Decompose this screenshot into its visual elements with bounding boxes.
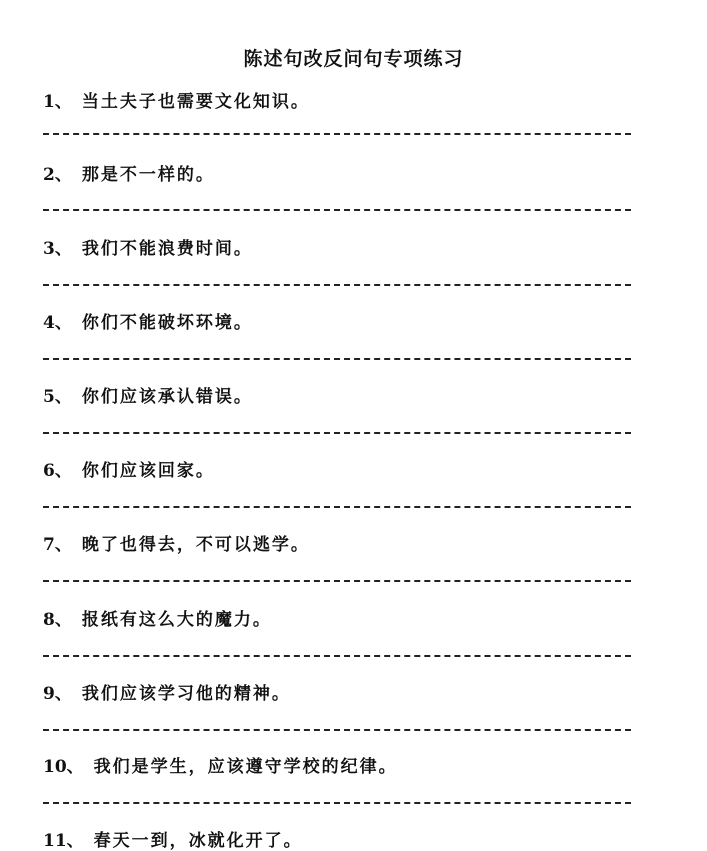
question-number: 8、	[43, 610, 72, 630]
answer-line-10	[43, 802, 631, 804]
question-text: 我们不能浪费时间。	[81, 239, 253, 259]
question-9	[43, 679, 291, 704]
worksheet-title: 陈述句改反问句专项练习	[243, 48, 464, 70]
question-number: 2、	[43, 165, 72, 185]
question-number: 1、	[43, 92, 72, 112]
question-6	[43, 456, 215, 481]
answer-line-7	[43, 580, 631, 582]
question-number: 5、	[43, 387, 72, 407]
question-7	[43, 530, 310, 555]
question-number: 3、	[43, 239, 72, 259]
question-number: 11、	[43, 831, 84, 851]
answer-line-8	[43, 655, 631, 657]
question-text: 你们应该回家。	[81, 461, 215, 481]
answer-line-5	[43, 432, 631, 434]
question-text: 晚了也得去，不可以逃学。	[81, 535, 310, 555]
question-number: 7、	[43, 535, 72, 555]
question-number: 10、	[43, 757, 84, 777]
question-text: 春天一到，冰就化开了。	[93, 831, 303, 851]
question-10	[43, 752, 398, 777]
question-text: 你们应该承认错误。	[81, 387, 253, 407]
answer-line-2	[43, 209, 631, 211]
answer-line-1	[43, 133, 631, 135]
question-text: 我们是学生，应该遵守学校的纪律。	[93, 757, 398, 777]
question-5	[43, 382, 253, 407]
answer-line-9	[43, 729, 631, 731]
answer-line-6	[43, 506, 631, 508]
question-8	[43, 605, 272, 630]
question-text: 你们不能破坏环境。	[81, 313, 253, 333]
question-3	[43, 234, 253, 259]
question-text: 报纸有这么大的魔力。	[81, 610, 272, 630]
answer-line-3	[43, 284, 631, 286]
question-text: 我们应该学习他的精神。	[81, 684, 291, 704]
question-number: 4、	[43, 313, 72, 333]
question-text: 当土夫子也需要文化知识。	[81, 92, 310, 112]
question-text: 那是不一样的。	[81, 165, 215, 185]
question-1	[43, 87, 310, 112]
question-2	[43, 160, 215, 185]
question-11	[43, 826, 303, 851]
answer-line-4	[43, 358, 631, 360]
question-number: 9、	[43, 684, 72, 704]
question-number: 6、	[43, 461, 72, 481]
question-4	[43, 308, 253, 333]
